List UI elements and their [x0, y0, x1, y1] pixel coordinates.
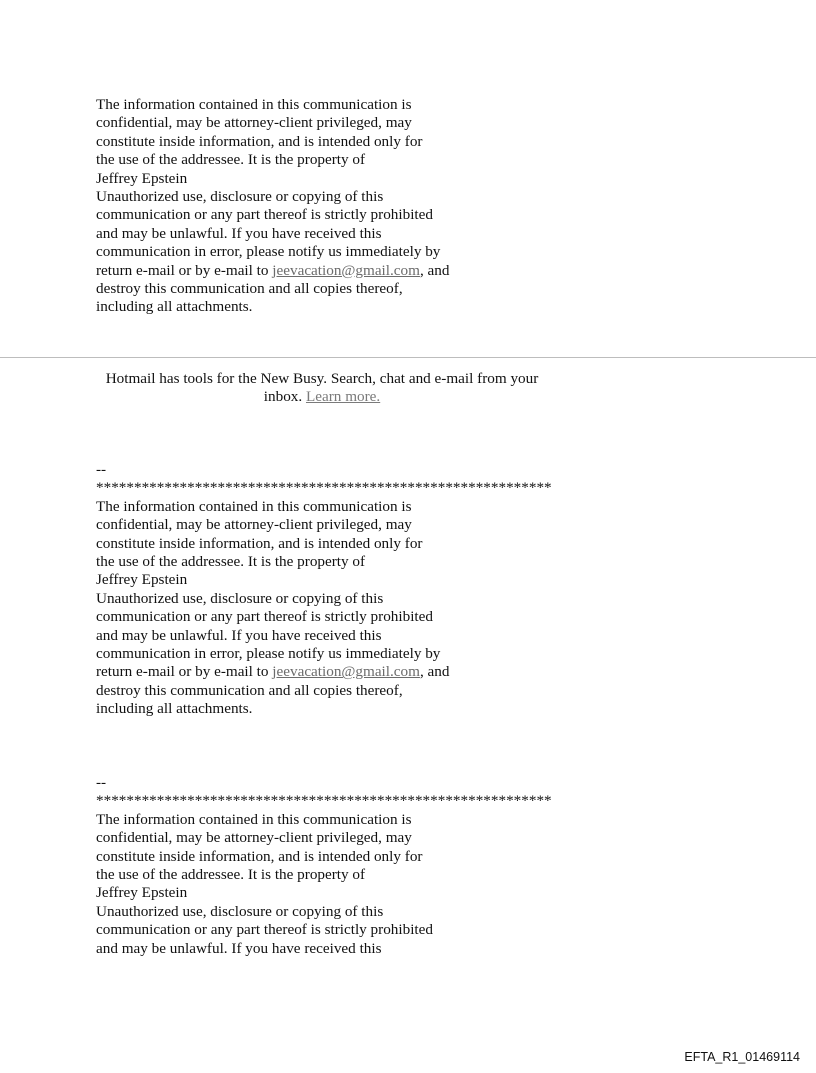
disclaimer-line: communication or any part thereof is strictly prohibited	[96, 206, 433, 224]
disclaimer-line: and may be unlawful. If you have received this	[96, 939, 382, 957]
disclaimer-block-2	[96, 461, 552, 718]
email-link[interactable]: jeevacation@gmail.com	[272, 663, 420, 681]
signature-dashes: --	[96, 774, 107, 791]
disclaimer-line: confidential, may be attorney-client privileged, may	[96, 516, 412, 534]
disclaimer-line: confidential, may be attorney-client privileged, may	[96, 114, 412, 132]
disclaimer-line: The information contained in this communication is	[96, 96, 412, 113]
promo-text: Hotmail has tools for the New Busy. Search, chat and e-mail from your inbox.	[105, 370, 539, 406]
email-suffix: , and	[419, 663, 450, 681]
disclaimer-line: the use of the addressee. It is the property of	[96, 151, 366, 169]
disclaimer-email-line	[96, 663, 552, 681]
disclaimer-line: constitute inside information, and is intended only for	[96, 847, 423, 865]
disclaimer-line: communication or any part thereof is strictly prohibited	[96, 921, 433, 939]
disclaimer-line: including all attachments.	[96, 298, 253, 316]
disclaimer-line: the use of the addressee. It is the property of	[96, 865, 366, 883]
disclaimer-email-line	[96, 262, 449, 280]
disclaimer-line: constitute inside information, and is intended only for	[96, 132, 423, 150]
signature-stars: ************************************************************	[96, 479, 552, 497]
hotmail-promo	[96, 370, 548, 407]
disclaimer-line: Unauthorized use, disclosure or copying of this	[96, 187, 384, 205]
disclaimer-line: constitute inside information, and is intended only for	[96, 534, 423, 552]
disclaimer-line: and may be unlawful. If you have received this	[96, 224, 382, 242]
disclaimer-line: Unauthorized use, disclosure or copying of this	[96, 902, 384, 920]
disclaimer-line: The information contained in this communication is	[96, 497, 412, 515]
disclaimer-line: confidential, may be attorney-client privileged, may	[96, 829, 412, 847]
disclaimer-line: destroy this communication and all copies thereof,	[96, 681, 403, 699]
disclaimer-line: Unauthorized use, disclosure or copying of this	[96, 589, 384, 607]
disclaimer-line: destroy this communication and all copies thereof,	[96, 279, 403, 297]
email-prefix: return e-mail or by e-mail to	[96, 663, 273, 681]
signature-stars: ************************************************************	[96, 792, 552, 810]
disclaimer-line: The information contained in this communication is	[96, 810, 412, 828]
document-id: EFTA_R1_01469114	[684, 1050, 800, 1064]
disclaimer-line: Jeffrey Epstein	[96, 571, 188, 589]
disclaimer-block-3	[96, 774, 552, 958]
disclaimer-line: the use of the addressee. It is the property of	[96, 552, 366, 570]
disclaimer-line: including all attachments.	[96, 700, 253, 718]
email-prefix: return e-mail or by e-mail to	[96, 261, 273, 279]
disclaimer-line: communication in error, please notify us immediately by	[96, 243, 441, 261]
disclaimer-line: and may be unlawful. If you have received this	[96, 626, 382, 644]
email-link[interactable]: jeevacation@gmail.com	[272, 261, 420, 279]
disclaimer-line: communication in error, please notify us immediately by	[96, 644, 441, 662]
signature-dashes: --	[96, 461, 107, 478]
email-suffix: , and	[419, 261, 450, 279]
disclaimer-block-1	[96, 96, 449, 317]
divider	[0, 357, 816, 358]
disclaimer-line: communication or any part thereof is strictly prohibited	[96, 608, 433, 626]
learn-more-link[interactable]: Learn more.	[305, 388, 381, 406]
disclaimer-line: Jeffrey Epstein	[96, 884, 188, 902]
disclaimer-line: Jeffrey Epstein	[96, 169, 188, 187]
